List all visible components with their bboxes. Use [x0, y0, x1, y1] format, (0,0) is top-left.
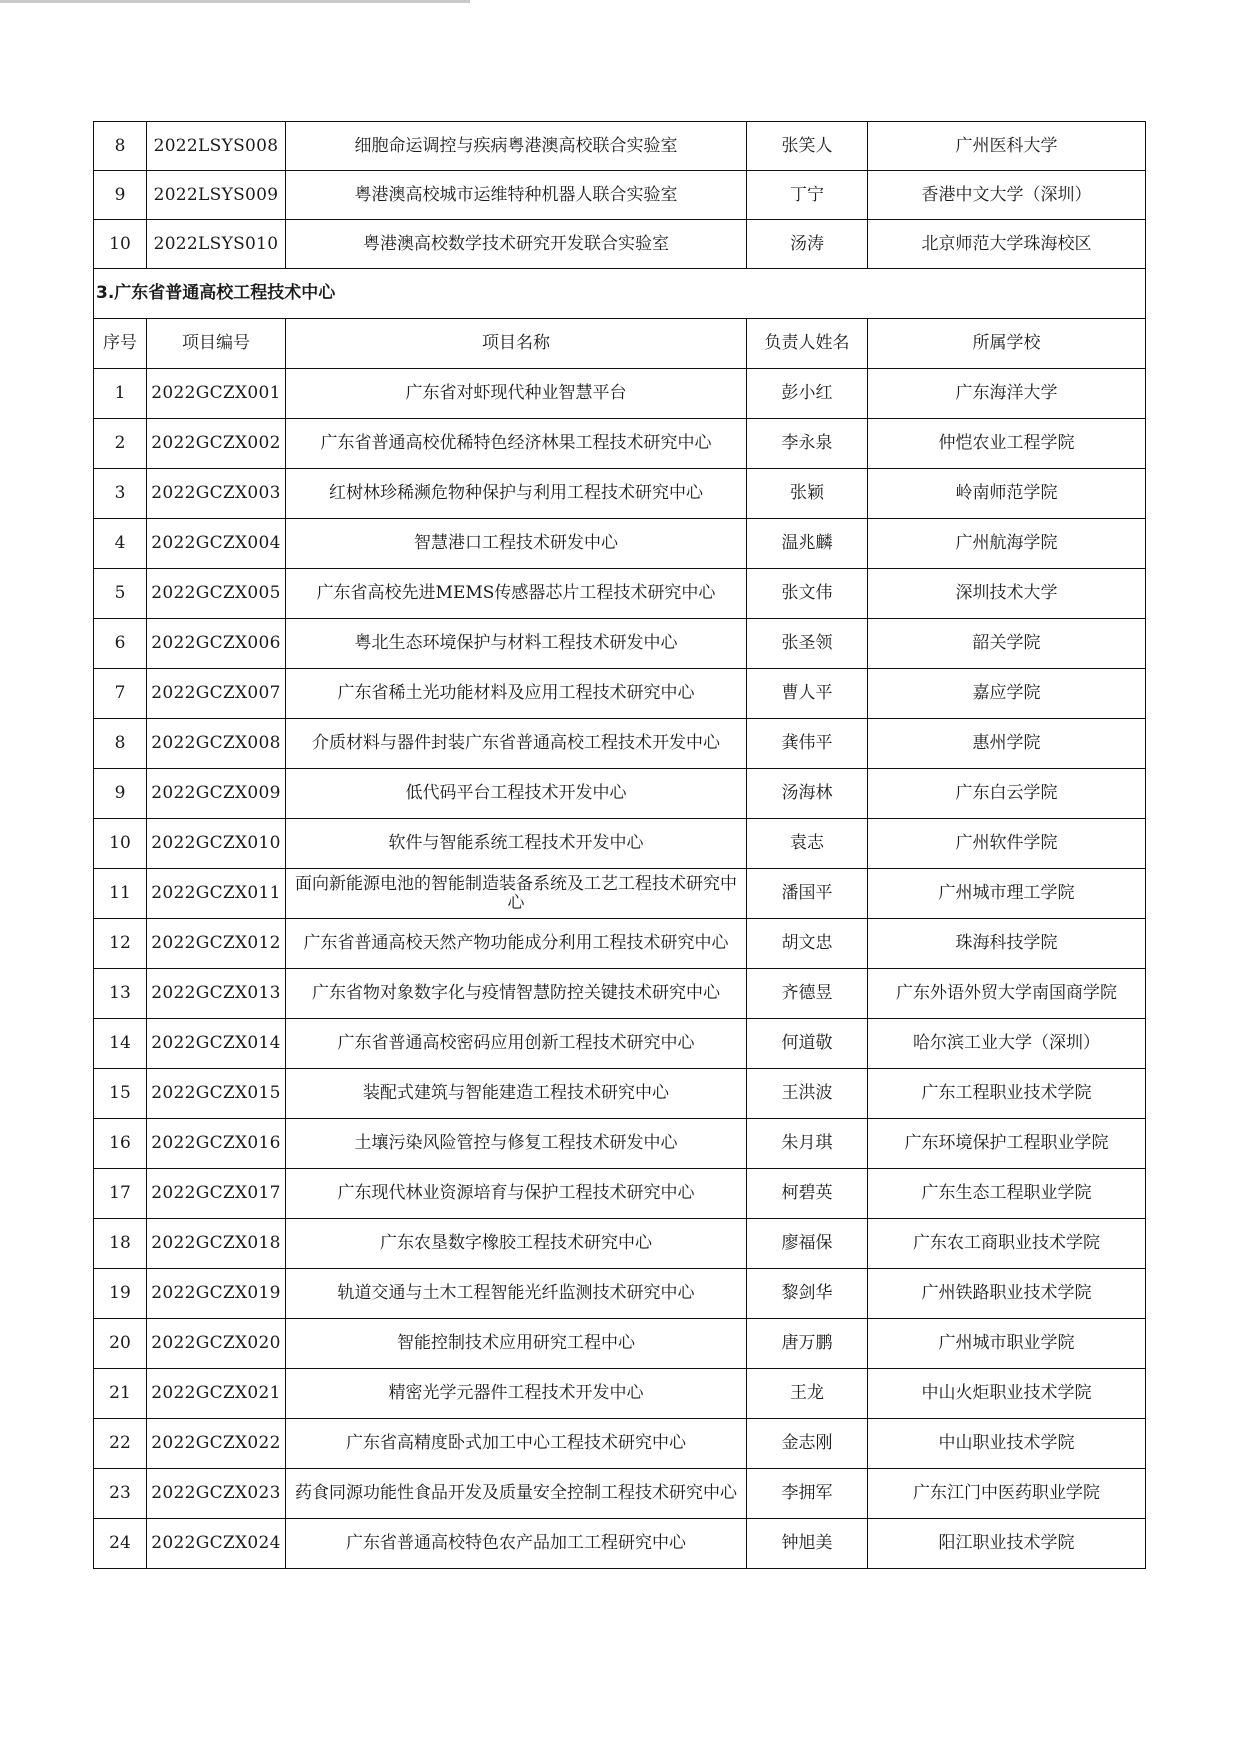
- cell-leader: 张圣领: [747, 619, 868, 669]
- cell-code: 2022GCZX024: [147, 1519, 286, 1569]
- cell-no: 9: [94, 769, 147, 819]
- cell-no: 10: [94, 220, 147, 269]
- header-no: 序号: [94, 319, 147, 369]
- section-title-row: [94, 269, 1146, 319]
- cell-code: 2022LSYS009: [147, 171, 286, 220]
- table-row: [94, 1269, 1146, 1319]
- cell-leader: 潘国平: [747, 869, 868, 919]
- cell-school: 广州城市理工学院: [868, 869, 1146, 919]
- cell-name: 智慧港口工程技术研发中心: [286, 519, 747, 569]
- cell-no: 15: [94, 1069, 147, 1119]
- cell-name: 智能控制技术应用研究工程中心: [286, 1319, 747, 1369]
- cell-leader: 胡文忠: [747, 919, 868, 969]
- cell-no: 2: [94, 419, 147, 469]
- cell-name: 广东省对虾现代种业智慧平台: [286, 369, 747, 419]
- table-row: [94, 819, 1146, 869]
- header-code: 项目编号: [147, 319, 286, 369]
- cell-leader: 钟旭美: [747, 1519, 868, 1569]
- cell-leader: 李拥军: [747, 1469, 868, 1519]
- cell-school: 珠海科技学院: [868, 919, 1146, 969]
- cell-school: 广东白云学院: [868, 769, 1146, 819]
- table-row: [94, 569, 1146, 619]
- cell-leader: 汤海林: [747, 769, 868, 819]
- cell-no: 23: [94, 1469, 147, 1519]
- cell-name: 粤港澳高校城市运维特种机器人联合实验室: [286, 171, 747, 220]
- table-row: [94, 419, 1146, 469]
- column-header-row: [94, 319, 1146, 369]
- cell-school: 广东工程职业技术学院: [868, 1069, 1146, 1119]
- cell-school: 仲恺农业工程学院: [868, 419, 1146, 469]
- cell-school: 哈尔滨工业大学（深圳）: [868, 1019, 1146, 1069]
- cell-name: 轨道交通与土木工程智能光纤监测技术研究中心: [286, 1269, 747, 1319]
- cell-no: 14: [94, 1019, 147, 1069]
- cell-name: 粤北生态环境保护与材料工程技术研发中心: [286, 619, 747, 669]
- table-row: [94, 122, 1146, 171]
- cell-no: 21: [94, 1369, 147, 1419]
- cell-leader: 王洪波: [747, 1069, 868, 1119]
- cell-no: 3: [94, 469, 147, 519]
- cell-name: 土壤污染风险管控与修复工程技术研发中心: [286, 1119, 747, 1169]
- cell-leader: 李永泉: [747, 419, 868, 469]
- cell-code: 2022LSYS010: [147, 220, 286, 269]
- cell-no: 7: [94, 669, 147, 719]
- cell-school: 阳江职业技术学院: [868, 1519, 1146, 1569]
- section-rows: [94, 369, 1146, 1569]
- cell-code: 2022GCZX016: [147, 1119, 286, 1169]
- cell-name: 广东省稀土光功能材料及应用工程技术研究中心: [286, 669, 747, 719]
- table-row: [94, 769, 1146, 819]
- cell-code: 2022GCZX021: [147, 1369, 286, 1419]
- cell-school: 广东外语外贸大学南国商学院: [868, 969, 1146, 1019]
- cell-leader: 汤涛: [747, 220, 868, 269]
- project-table: [93, 121, 1146, 1569]
- section-title: 3.广东省普通高校工程技术中心: [94, 269, 1146, 319]
- cell-code: 2022GCZX020: [147, 1319, 286, 1369]
- cell-leader: 张文伟: [747, 569, 868, 619]
- table-row: [94, 1169, 1146, 1219]
- table-row: [94, 1319, 1146, 1369]
- cell-code: 2022GCZX005: [147, 569, 286, 619]
- table-row: [94, 1419, 1146, 1469]
- cell-no: 6: [94, 619, 147, 669]
- cell-school: 中山火炬职业技术学院: [868, 1369, 1146, 1419]
- cell-name: 药食同源功能性食品开发及质量安全控制工程技术研究中心: [286, 1469, 747, 1519]
- table-row: [94, 1469, 1146, 1519]
- scan-edge: [0, 0, 470, 3]
- cell-school: 嘉应学院: [868, 669, 1146, 719]
- cell-leader: 丁宁: [747, 171, 868, 220]
- cell-no: 20: [94, 1319, 147, 1369]
- cell-code: 2022GCZX013: [147, 969, 286, 1019]
- cell-name: 精密光学元器件工程技术开发中心: [286, 1369, 747, 1419]
- cell-no: 10: [94, 819, 147, 869]
- cell-name: 装配式建筑与智能建造工程技术研究中心: [286, 1069, 747, 1119]
- cell-code: 2022GCZX001: [147, 369, 286, 419]
- cell-code: 2022GCZX015: [147, 1069, 286, 1119]
- cell-no: 9: [94, 171, 147, 220]
- cell-code: 2022GCZX012: [147, 919, 286, 969]
- top-rows: [94, 122, 1146, 269]
- table-row: [94, 869, 1146, 919]
- cell-leader: 王龙: [747, 1369, 868, 1419]
- cell-code: 2022GCZX010: [147, 819, 286, 869]
- cell-code: 2022GCZX019: [147, 1269, 286, 1319]
- cell-no: 8: [94, 122, 147, 171]
- cell-no: 16: [94, 1119, 147, 1169]
- cell-name: 广东现代林业资源培育与保护工程技术研究中心: [286, 1169, 747, 1219]
- cell-code: 2022GCZX023: [147, 1469, 286, 1519]
- cell-leader: 柯碧英: [747, 1169, 868, 1219]
- table-row: [94, 171, 1146, 220]
- cell-leader: 何道敬: [747, 1019, 868, 1069]
- cell-no: 1: [94, 369, 147, 419]
- cell-no: 5: [94, 569, 147, 619]
- table-row: [94, 1069, 1146, 1119]
- cell-school: 广东海洋大学: [868, 369, 1146, 419]
- cell-name: 低代码平台工程技术开发中心: [286, 769, 747, 819]
- cell-leader: 廖福保: [747, 1219, 868, 1269]
- cell-no: 12: [94, 919, 147, 969]
- table-row: [94, 619, 1146, 669]
- cell-school: 广东农工商职业技术学院: [868, 1219, 1146, 1269]
- cell-code: 2022GCZX014: [147, 1019, 286, 1069]
- cell-code: 2022GCZX002: [147, 419, 286, 469]
- cell-name: 软件与智能系统工程技术开发中心: [286, 819, 747, 869]
- cell-code: 2022GCZX004: [147, 519, 286, 569]
- cell-no: 24: [94, 1519, 147, 1569]
- cell-school: 广东江门中医药职业学院: [868, 1469, 1146, 1519]
- table-row: [94, 719, 1146, 769]
- cell-code: 2022GCZX007: [147, 669, 286, 719]
- cell-code: 2022GCZX011: [147, 869, 286, 919]
- table-row: [94, 669, 1146, 719]
- cell-code: 2022LSYS008: [147, 122, 286, 171]
- cell-code: 2022GCZX018: [147, 1219, 286, 1269]
- cell-leader: 彭小红: [747, 369, 868, 419]
- cell-leader: 朱月琪: [747, 1119, 868, 1169]
- cell-leader: 金志刚: [747, 1419, 868, 1469]
- cell-name: 广东省普通高校优稀特色经济林果工程技术研究中心: [286, 419, 747, 469]
- table-row: [94, 1519, 1146, 1569]
- cell-name: 细胞命运调控与疾病粤港澳高校联合实验室: [286, 122, 747, 171]
- cell-school: 北京师范大学珠海校区: [868, 220, 1146, 269]
- cell-leader: 温兆麟: [747, 519, 868, 569]
- cell-code: 2022GCZX008: [147, 719, 286, 769]
- cell-no: 17: [94, 1169, 147, 1219]
- cell-name: 广东农垦数字橡胶工程技术研究中心: [286, 1219, 747, 1269]
- cell-name: 粤港澳高校数学技术研究开发联合实验室: [286, 220, 747, 269]
- cell-no: 8: [94, 719, 147, 769]
- cell-school: 广州城市职业学院: [868, 1319, 1146, 1369]
- cell-leader: 张笑人: [747, 122, 868, 171]
- cell-school: 广东环境保护工程职业学院: [868, 1119, 1146, 1169]
- cell-leader: 唐万鹏: [747, 1319, 868, 1369]
- cell-school: 韶关学院: [868, 619, 1146, 669]
- cell-no: 4: [94, 519, 147, 569]
- cell-leader: 黎剑华: [747, 1269, 868, 1319]
- cell-name: 广东省普通高校密码应用创新工程技术研究中心: [286, 1019, 747, 1069]
- cell-name: 广东省普通高校特色农产品加工工程研究中心: [286, 1519, 747, 1569]
- cell-school: 中山职业技术学院: [868, 1419, 1146, 1469]
- cell-name: 广东省高精度卧式加工中心工程技术研究中心: [286, 1419, 747, 1469]
- table-row: [94, 919, 1146, 969]
- table-row: [94, 969, 1146, 1019]
- table-row: [94, 519, 1146, 569]
- cell-name: 介质材料与器件封装广东省普通高校工程技术开发中心: [286, 719, 747, 769]
- table-row: [94, 1019, 1146, 1069]
- cell-name: 面向新能源电池的智能制造装备系统及工艺工程技术研究中心: [286, 869, 747, 919]
- cell-name: 红树林珍稀濒危物种保护与利用工程技术研究中心: [286, 469, 747, 519]
- cell-name: 广东省高校先进MEMS传感器芯片工程技术研究中心: [286, 569, 747, 619]
- table-row: [94, 1369, 1146, 1419]
- cell-no: 11: [94, 869, 147, 919]
- cell-name: 广东省普通高校天然产物功能成分利用工程技术研究中心: [286, 919, 747, 969]
- table-row: [94, 220, 1146, 269]
- cell-school: 广东生态工程职业学院: [868, 1169, 1146, 1219]
- header-school: 所属学校: [868, 319, 1146, 369]
- cell-school: 广州软件学院: [868, 819, 1146, 869]
- cell-code: 2022GCZX017: [147, 1169, 286, 1219]
- header-leader: 负责人姓名: [747, 319, 868, 369]
- cell-leader: 曹人平: [747, 669, 868, 719]
- cell-leader: 龚伟平: [747, 719, 868, 769]
- table-row: [94, 1119, 1146, 1169]
- cell-no: 19: [94, 1269, 147, 1319]
- section-header: [94, 269, 1146, 369]
- cell-no: 22: [94, 1419, 147, 1469]
- cell-school: 惠州学院: [868, 719, 1146, 769]
- cell-code: 2022GCZX006: [147, 619, 286, 669]
- cell-no: 13: [94, 969, 147, 1019]
- table-row: [94, 369, 1146, 419]
- cell-school: 香港中文大学（深圳）: [868, 171, 1146, 220]
- cell-no: 18: [94, 1219, 147, 1269]
- cell-school: 深圳技术大学: [868, 569, 1146, 619]
- cell-leader: 袁志: [747, 819, 868, 869]
- cell-leader: 张颖: [747, 469, 868, 519]
- table-row: [94, 1219, 1146, 1269]
- cell-name: 广东省物对象数字化与疫情智慧防控关键技术研究中心: [286, 969, 747, 1019]
- cell-school: 广州航海学院: [868, 519, 1146, 569]
- cell-school: 广州铁路职业技术学院: [868, 1269, 1146, 1319]
- cell-school: 广州医科大学: [868, 122, 1146, 171]
- cell-code: 2022GCZX009: [147, 769, 286, 819]
- header-name: 项目名称: [286, 319, 747, 369]
- table-row: [94, 469, 1146, 519]
- cell-code: 2022GCZX022: [147, 1419, 286, 1469]
- cell-school: 岭南师范学院: [868, 469, 1146, 519]
- cell-leader: 齐德昱: [747, 969, 868, 1019]
- cell-code: 2022GCZX003: [147, 469, 286, 519]
